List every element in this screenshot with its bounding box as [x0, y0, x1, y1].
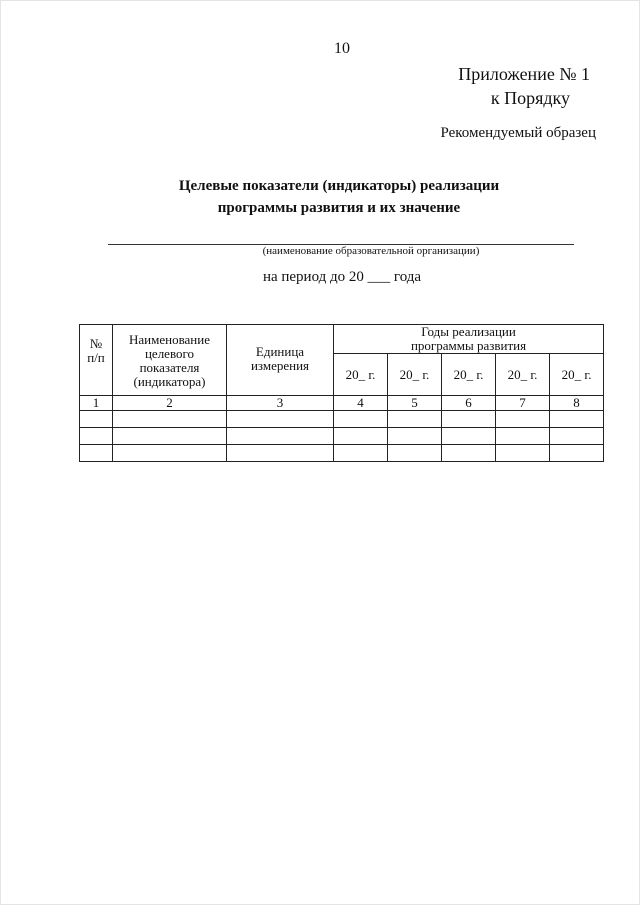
table-cell [80, 428, 113, 445]
table-cell [334, 411, 388, 428]
table-cell [334, 428, 388, 445]
page-number: 10 [334, 40, 350, 57]
table-cell [388, 445, 442, 462]
table-cell [442, 411, 496, 428]
header-name-line-1: Наименование [129, 332, 210, 347]
table-cell [496, 411, 550, 428]
appendix-line-1: Приложение № 1 [458, 64, 590, 84]
header-year-1: 20_ г. [334, 354, 388, 396]
header-years-line-1: Годы реализации [421, 324, 516, 339]
table-cell [227, 428, 334, 445]
table-cell [550, 411, 604, 428]
header-number [80, 325, 113, 396]
period-line: на период до 20 ___ года [262, 269, 422, 285]
header-unit [227, 325, 334, 396]
header-year-2: 20_ г. [388, 354, 442, 396]
header-number-line-1: № [89, 336, 103, 351]
table-cell [550, 445, 604, 462]
header-unit-line-1: Единица [255, 344, 305, 359]
title-line-2: программы развития и их значение [217, 200, 461, 216]
table-cell [113, 428, 227, 445]
header-name-line-2: целевого [144, 346, 195, 361]
header-year-3: 20_ г. [442, 354, 496, 396]
table-cell [113, 411, 227, 428]
table-cell [388, 411, 442, 428]
header-unit-line-2: измерения [250, 358, 310, 373]
appendix-line-2: к Порядку [490, 88, 570, 108]
indicators-table [79, 324, 604, 462]
column-number: 5 [388, 396, 442, 411]
column-number: 6 [442, 396, 496, 411]
column-number: 1 [80, 396, 113, 411]
column-number: 4 [334, 396, 388, 411]
header-name-line-4: (индикатора) [133, 374, 206, 389]
header-years [334, 325, 604, 354]
table-cell [388, 428, 442, 445]
table-cell [496, 428, 550, 445]
header-number-line-2: п/п [87, 350, 105, 365]
column-number: 8 [550, 396, 604, 411]
table-cell [113, 445, 227, 462]
table-cell [80, 445, 113, 462]
table-cell [442, 428, 496, 445]
column-number: 3 [227, 396, 334, 411]
table-cell [334, 445, 388, 462]
table-cell [227, 445, 334, 462]
table-cell [496, 445, 550, 462]
table-row [80, 411, 604, 428]
organization-caption: (наименование образовательной организации) [262, 245, 480, 257]
column-number: 2 [113, 396, 227, 411]
header-indicator-name [113, 325, 227, 396]
header-name-line-3: показателя [139, 360, 200, 375]
header-year-5: 20_ г. [550, 354, 604, 396]
document-title [0, 175, 640, 219]
title-line-1: Целевые показатели (индикаторы) реализации [178, 178, 500, 194]
column-number: 7 [496, 396, 550, 411]
column-number-row [80, 396, 604, 411]
appendix-reference [458, 62, 590, 110]
header-years-line-2: программы развития [410, 338, 527, 353]
header-year-4: 20_ г. [496, 354, 550, 396]
table-cell [550, 428, 604, 445]
table-row [80, 428, 604, 445]
table-cell [442, 445, 496, 462]
table-row [80, 445, 604, 462]
table-cell [80, 411, 113, 428]
table-cell [227, 411, 334, 428]
sample-label: Рекомендуемый образец [440, 125, 596, 141]
